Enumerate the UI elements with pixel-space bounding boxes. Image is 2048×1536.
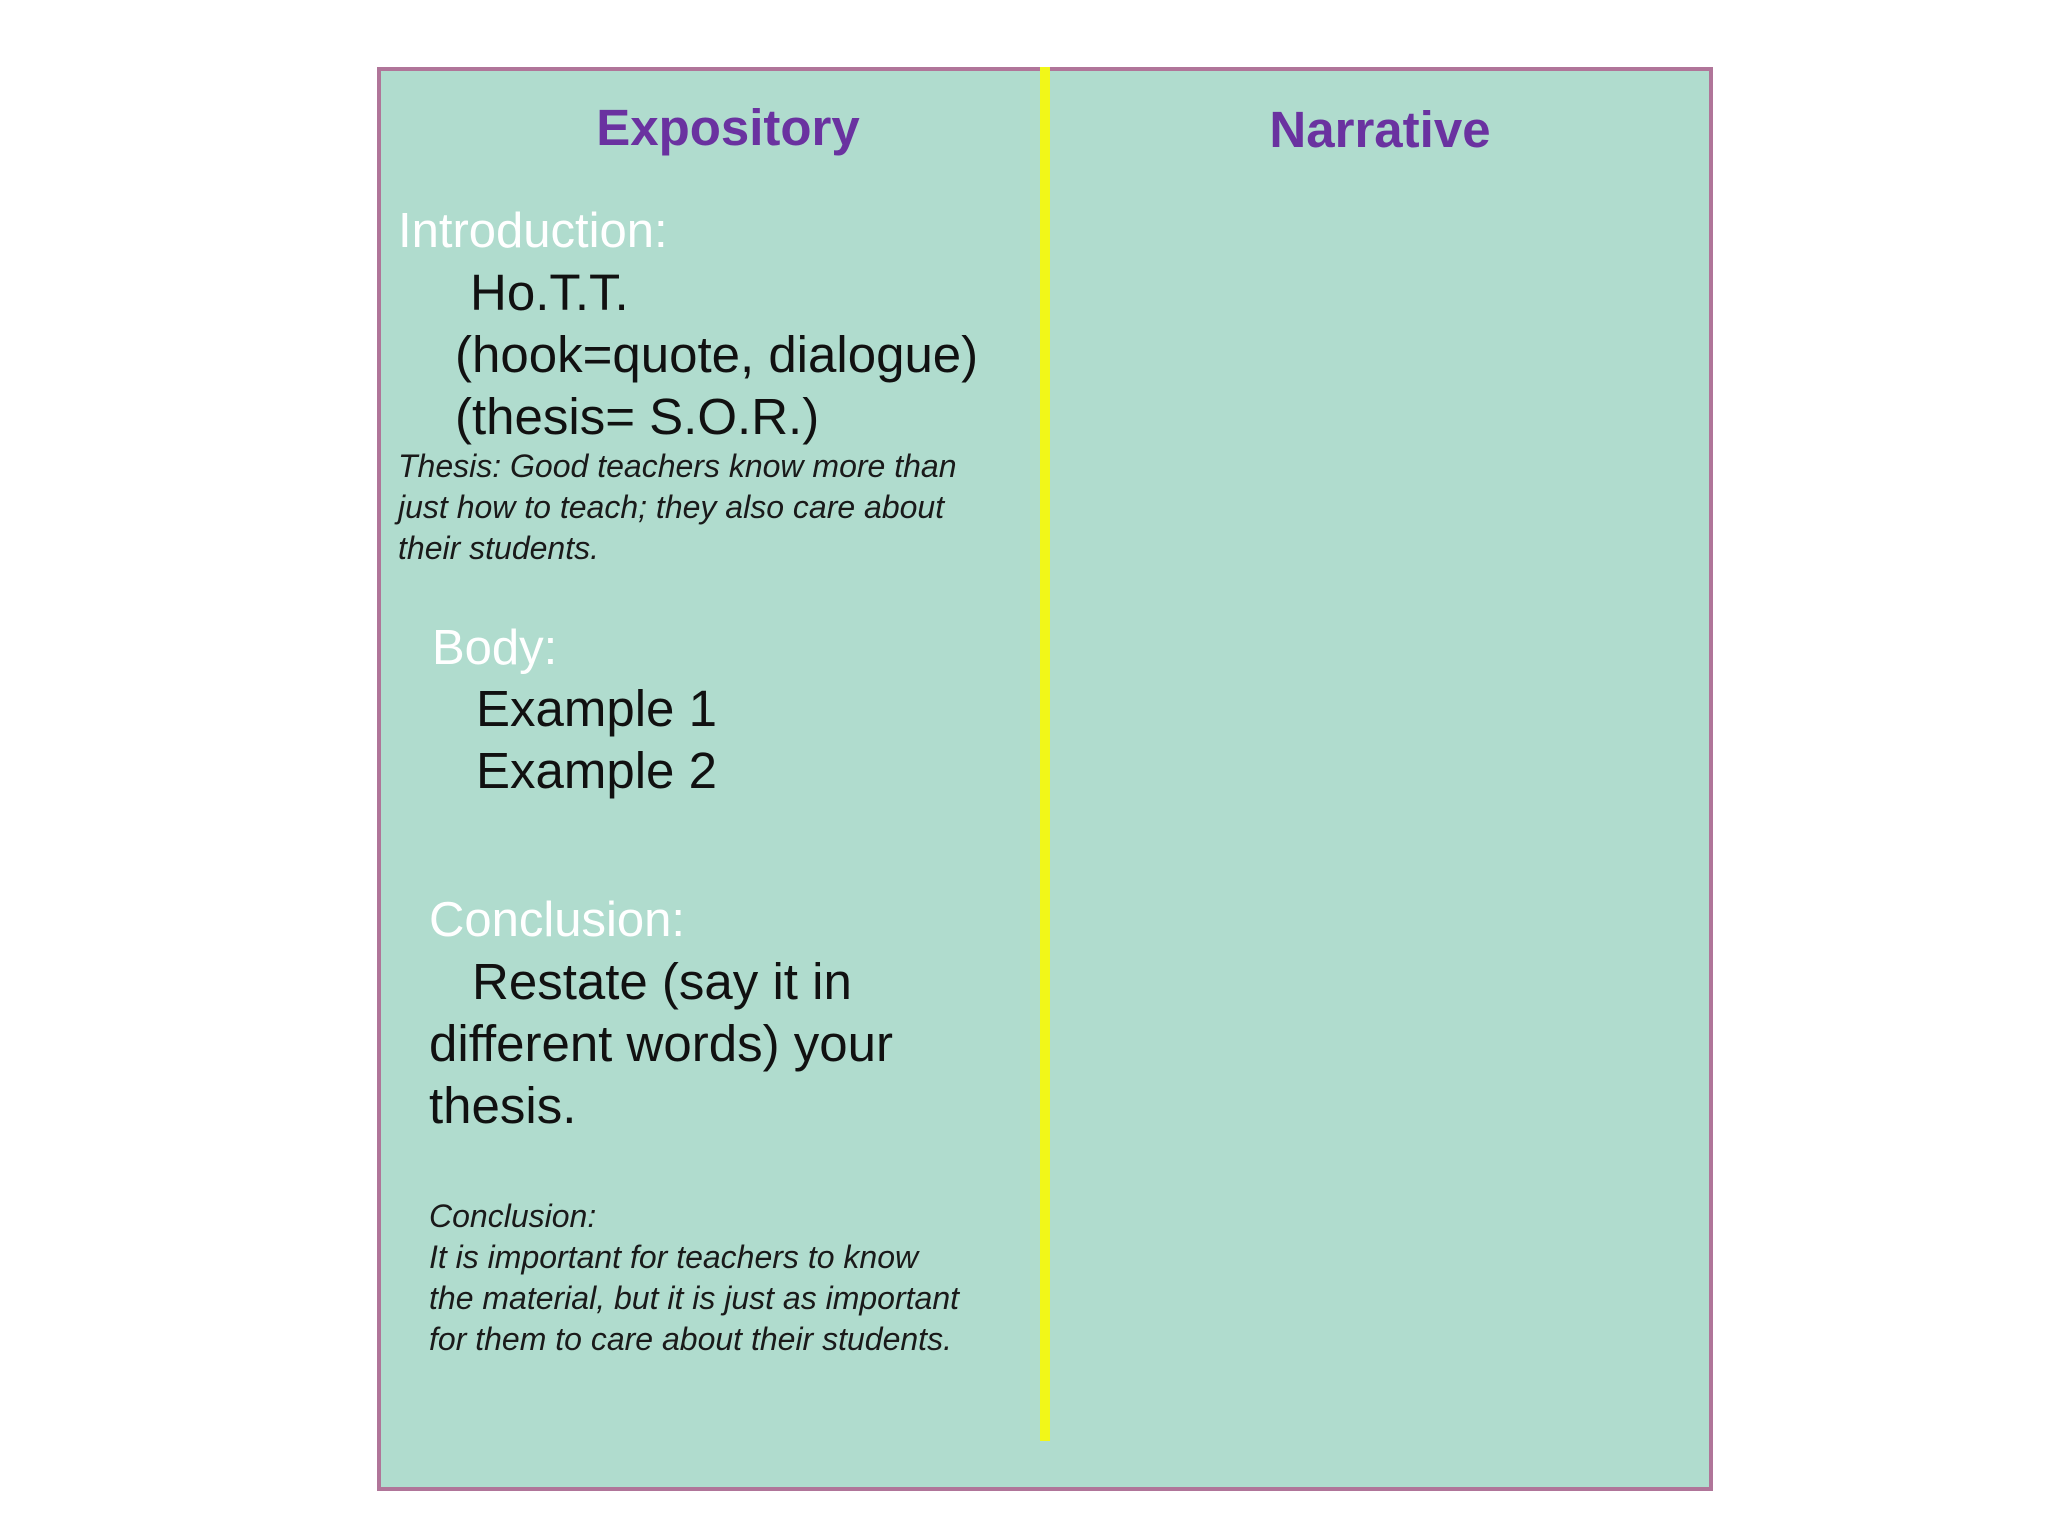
thesis-example-line: their students.	[398, 530, 599, 566]
conclusion-example-line: the material, but it is just as important	[429, 1280, 959, 1316]
intro-line-hook: (hook=quote, dialogue)	[455, 326, 979, 383]
thesis-example	[398, 446, 1038, 569]
body-line-example-2: Example 2	[476, 742, 717, 799]
conclusion-line-2: different words) your	[429, 1015, 893, 1072]
thesis-example-line: Thesis: Good teachers know more than	[398, 448, 957, 484]
body-line-example-1: Example 1	[476, 680, 717, 737]
conclusion-example-line: It is important for teachers to know	[429, 1239, 919, 1275]
thesis-example-line: just how to teach; they also care about	[398, 489, 945, 525]
column-divider	[1040, 67, 1050, 1441]
conclusion-line-1: Restate (say it in	[472, 953, 852, 1010]
intro-line-thesis: (thesis= S.O.R.)	[455, 388, 820, 445]
conclusion-label: Conclusion:	[429, 893, 686, 947]
conclusion-example-line: for them to care about their students.	[429, 1321, 952, 1357]
body-label: Body:	[432, 621, 558, 675]
intro-line-hott: Ho.T.T.	[470, 264, 629, 321]
conclusion-example-line: Conclusion:	[429, 1198, 597, 1234]
expository-title: Expository	[596, 99, 860, 156]
conclusion-line-3: thesis.	[429, 1077, 577, 1134]
introduction-label: Introduction:	[398, 204, 668, 258]
conclusion-example	[429, 1196, 1029, 1360]
narrative-title: Narrative	[1269, 101, 1491, 158]
